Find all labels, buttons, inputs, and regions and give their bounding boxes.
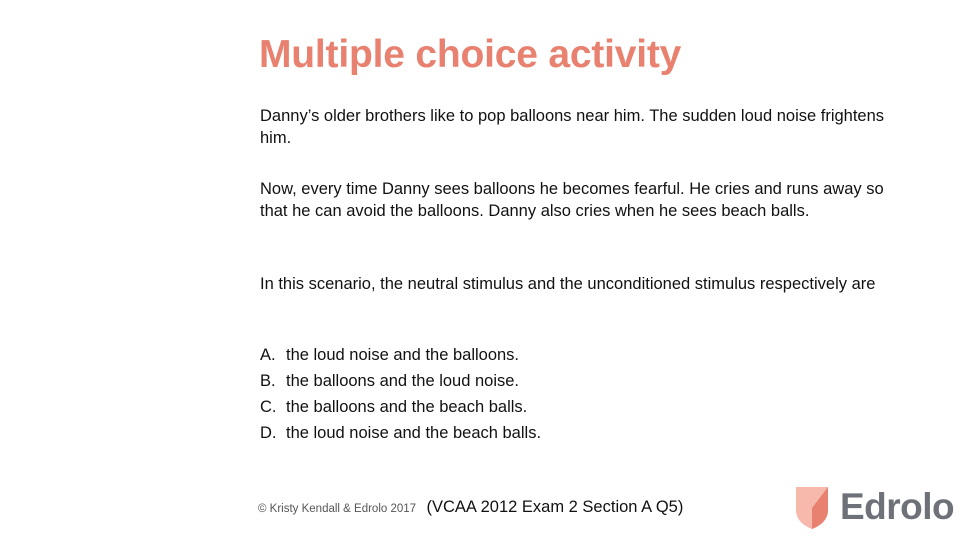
option-text: the loud noise and the balloons. — [286, 346, 520, 364]
option-b[interactable] — [260, 368, 541, 394]
slide-footer — [258, 498, 683, 517]
option-text: the balloons and the beach balls. — [286, 398, 528, 416]
option-a[interactable] — [260, 342, 541, 368]
copyright-notice: © Kristy Kendall & Edrolo 2017 — [258, 503, 417, 515]
option-c[interactable] — [260, 394, 541, 420]
option-letter: A. — [260, 346, 276, 364]
option-letter: B. — [260, 372, 276, 390]
answer-options — [260, 342, 541, 446]
logo-text: Edrolo — [840, 486, 955, 527]
scenario-paragraph-2: Now, every time Danny sees balloons he becomes fearful. He cries and runs away so that he can avoid the balloons. Danny also cries when he sees beach balls. — [260, 180, 884, 220]
slide-title: Multiple choice activity — [259, 33, 682, 76]
option-text: the balloons and the loud noise. — [286, 372, 520, 390]
edrolo-logo — [794, 484, 954, 530]
option-text: the loud noise and the beach balls. — [286, 424, 542, 442]
question-stem: In this scenario, the neutral stimulus and the unconditioned stimulus respectively are — [260, 275, 876, 293]
question-source: (VCAA 2012 Exam 2 Section A Q5) — [426, 498, 684, 516]
scenario-paragraph-1: Danny’s older brothers like to pop balloons near him. The sudden loud noise frightens him. — [260, 107, 885, 147]
option-letter: D. — [260, 424, 277, 442]
option-letter: C. — [260, 398, 277, 416]
option-d[interactable] — [260, 420, 541, 446]
shield-logo-icon — [794, 484, 830, 530]
